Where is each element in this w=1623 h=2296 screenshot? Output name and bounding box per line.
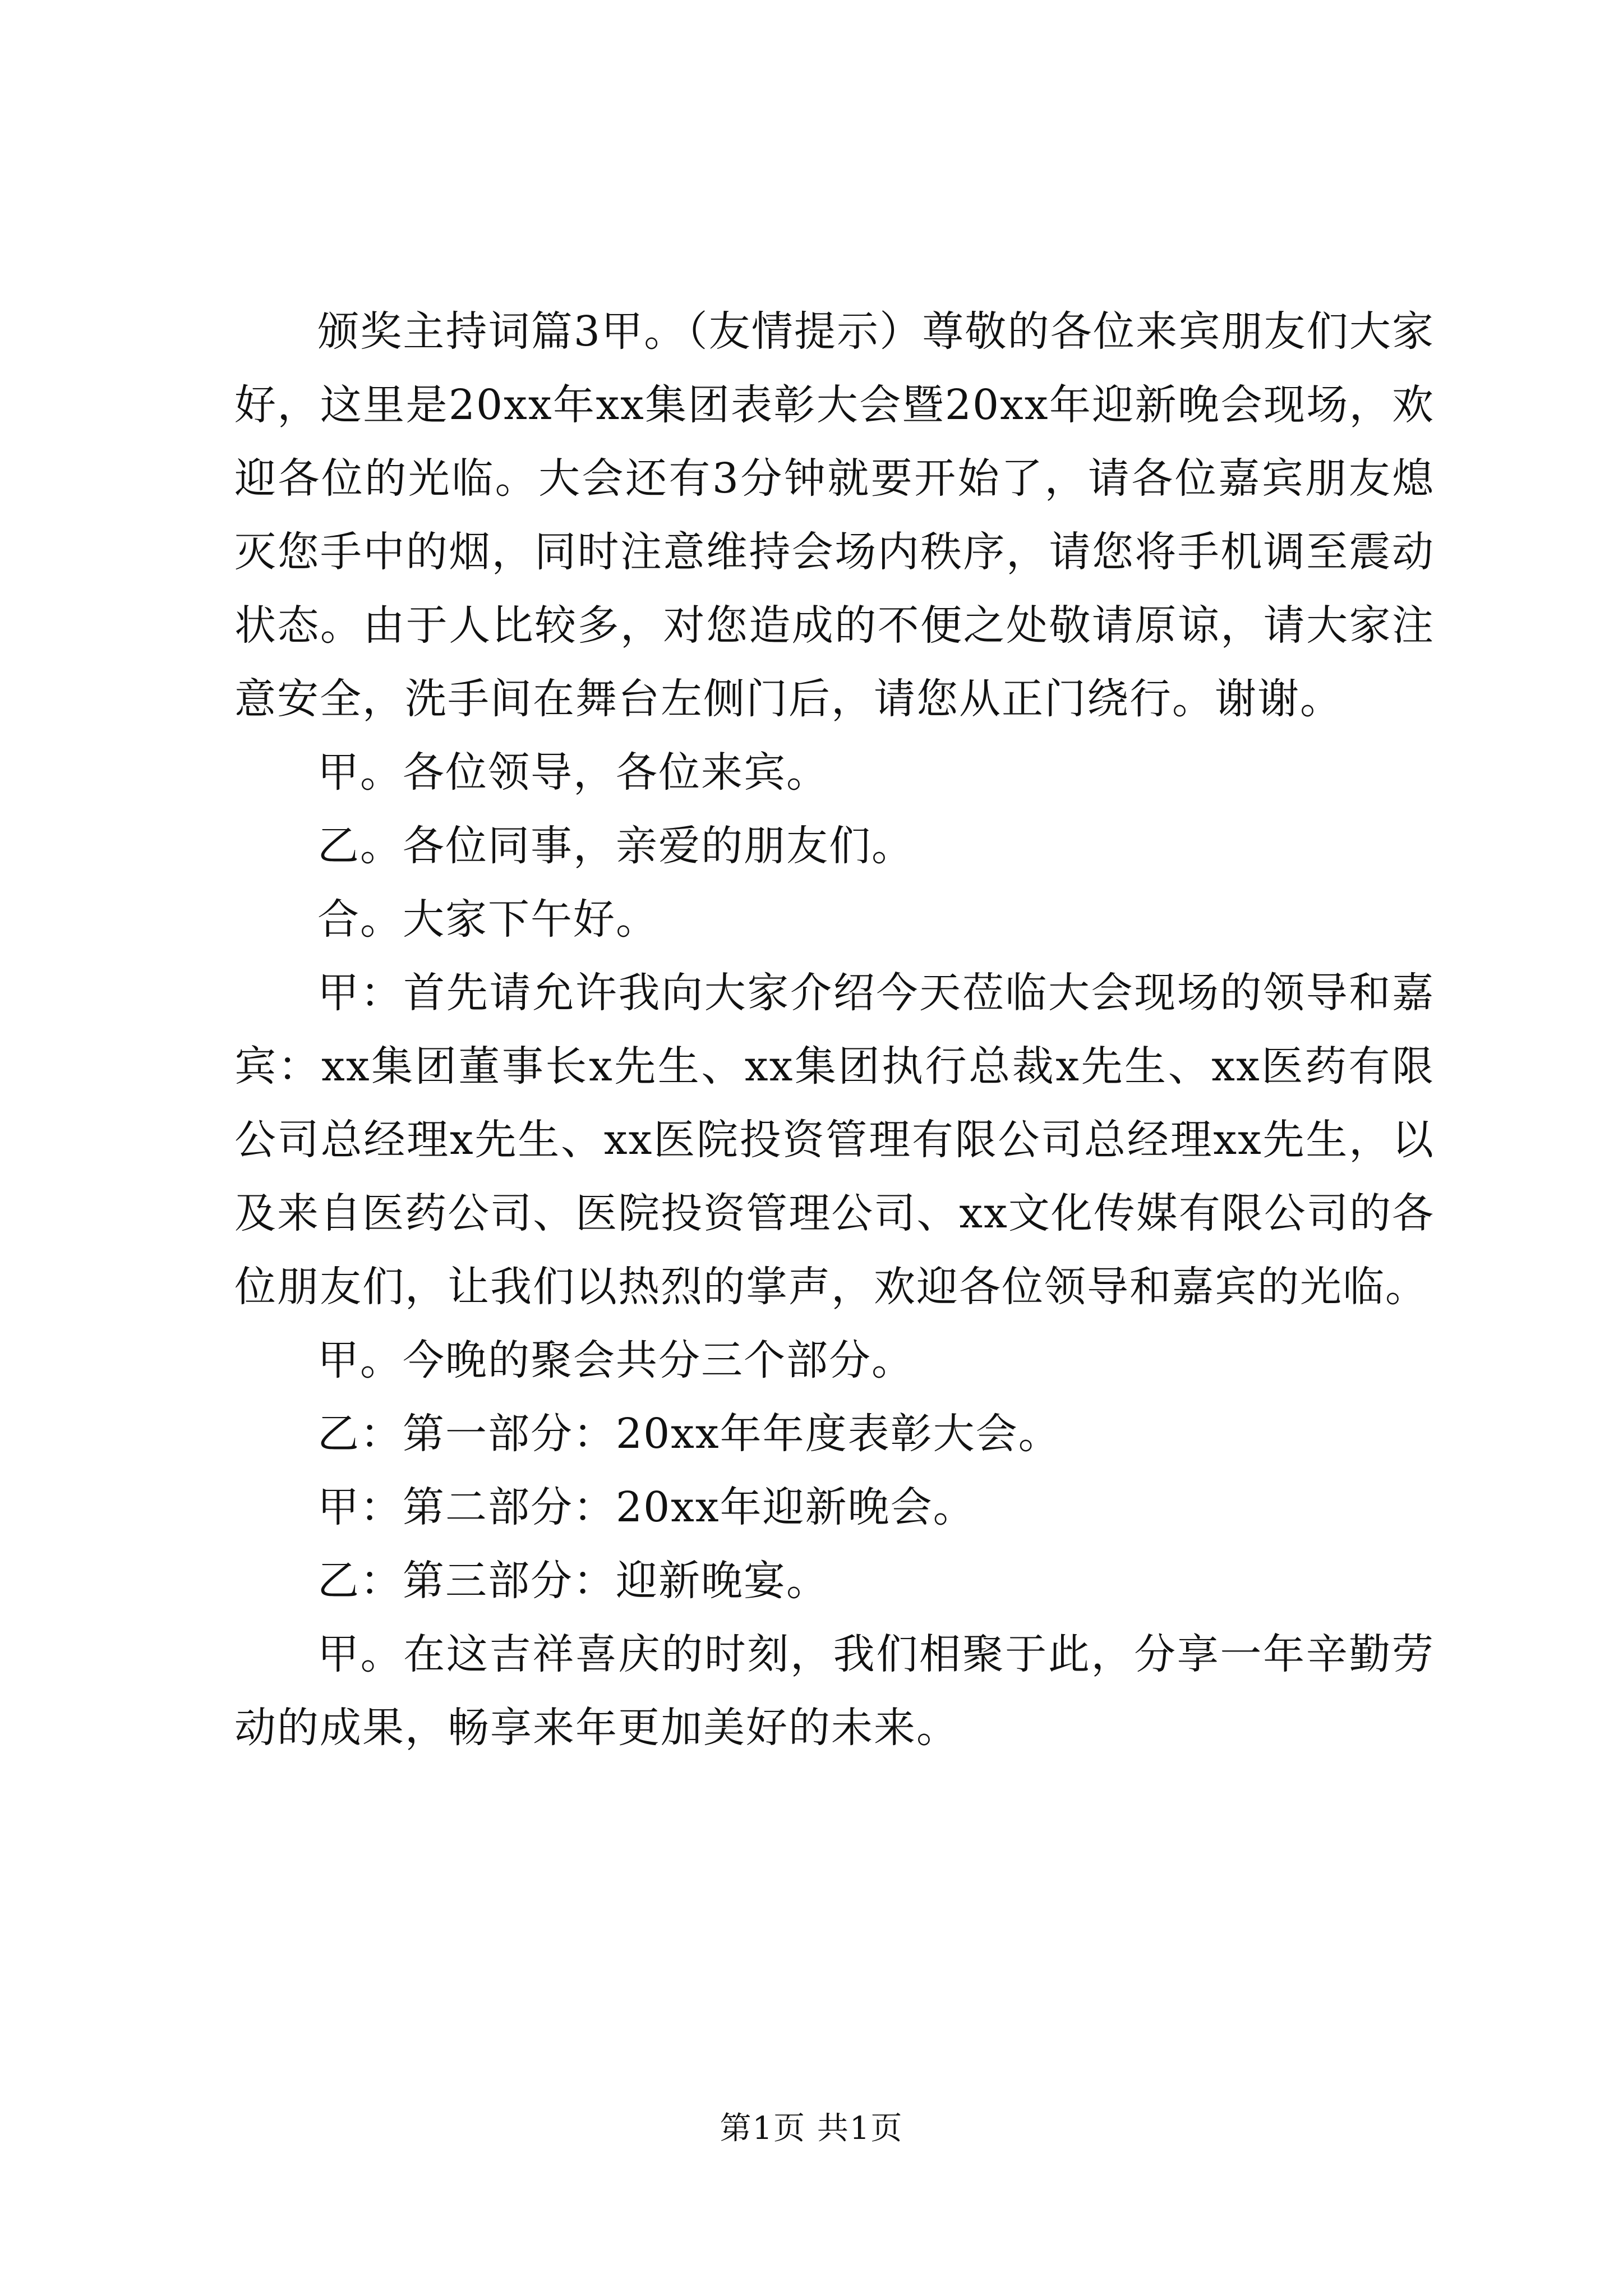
paragraph-intro: 颁奖主持词篇3甲。（友情提示）尊敬的各位来宾朋友们大家好，这里是20xx年xx集团表彰大会暨20xx年迎新晚会现场，欢迎各位的光临。大会还有3分钟就要开始了，请各位嘉宾朋友熄灭您手中的烟，同时注意维持会场内秩序，请您将手机调至震动状态。由于人比较多，对您造成的不便之处敬请原谅，请大家注意安全，洗手间在舞台左侧门后，请您从正门绕行。谢谢。 xyxy=(234,307,1435,723)
page-number-label: 第1页 共1页 xyxy=(720,2110,903,2147)
document-body xyxy=(234,295,1435,1765)
paragraph-line: 乙：第三部分：迎新晚宴。 xyxy=(317,1557,829,1605)
paragraph-line: 乙：第一部分：20xx年年度表彰大会。 xyxy=(317,1410,1061,1458)
paragraph-line: 合。大家下午好。 xyxy=(317,895,658,944)
paragraph-line: 乙。各位同事，亲爱的朋友们。 xyxy=(317,822,914,870)
paragraph-line: 甲：第二部分：20xx年迎新晚会。 xyxy=(317,1483,976,1531)
page-footer xyxy=(0,2109,1623,2148)
paragraph-line: 甲。今晚的聚会共分三个部分。 xyxy=(317,1336,914,1384)
paragraph-guest-introduction: 甲：首先请允许我向大家介绍今天莅临大会现场的领导和嘉宾：xx集团董事长x先生、xx集团执行总裁x先生、xx医药有限公司总经理x先生、xx医院投资管理有限公司总经理xx先生，以及来自医药公司、医院投资管理公司、xx文化传媒有限公司的各位朋友们，让我们以热烈的掌声，欢迎各位领导和嘉宾的光临。 xyxy=(234,969,1435,1311)
paragraph-closing: 甲。在这吉祥喜庆的时刻，我们相聚于此，分享一年辛勤劳动的成果，畅享来年更加美好的未来。 xyxy=(234,1630,1435,1752)
paragraph-line: 甲。各位领导，各位来宾。 xyxy=(317,748,829,797)
